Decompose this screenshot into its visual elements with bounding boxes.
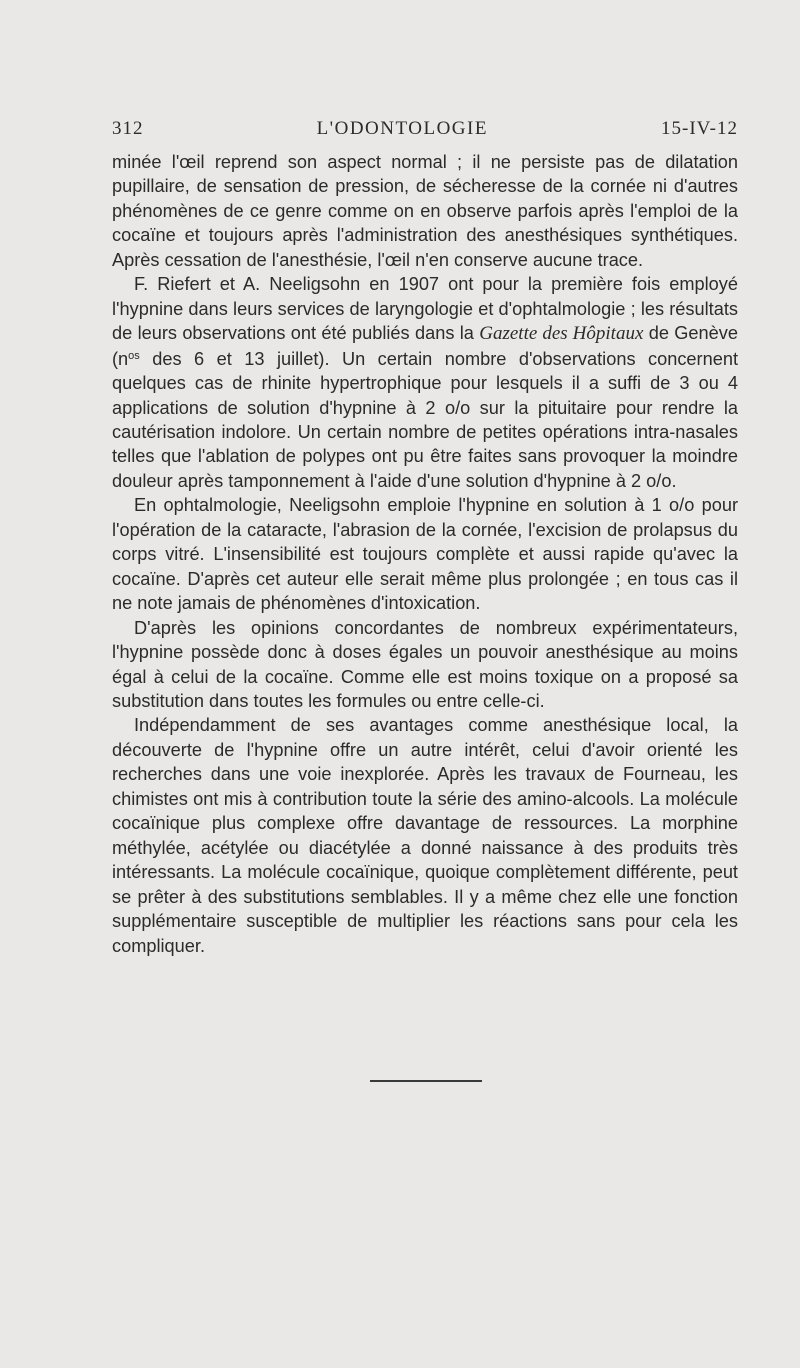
numero-superscript: os: [128, 349, 140, 362]
paragraph-2-text-c: des 6 et 13 juillet). Un certain nombre d'observations concernent quelques cas de rhinite hypertrophique pour lesquels il a suffi de 3 ou 4 applications de solution d'hypnine à 2 o/o sur la pituitaire pour rendre la cautérisation indolore. Un certain nombre de petites opérations intra-nasales telles que l'ablation de polypes ont pu être faites sans provoquer la moindre douleur après tamponnement à l'aide d'une solution d'hypnine à 2 o/o.: [112, 348, 738, 491]
paragraph-5: Indépendamment de ses avantages comme anesthésique local, la découverte de l'hypnine offre un autre intérêt, celui d'avoir orienté les recherches dans une voie inexplorée. Après les travaux de Fourneau, les chimistes ont mis à contribution toute la série des amino-alcools. La molécule cocaïnique plus complexe offre davantage de ressources. La morphine méthylée, acétylée ou diacétylée a donné naissance à des produits très intéressants. La molécule cocaïnique, quoique complètement différente, peut se prêter à des substitutions semblables. Il y a même chez elle une fonction supplémentaire susceptible de multiplier les réactions sans pour cela les compliquer.: [112, 715, 738, 956]
article-body: [112, 150, 738, 958]
paragraph-2: [112, 272, 738, 493]
paragraph-2-text-a: F. Riefert et A. Neeligsohn en 1907 ont pour la première fois employé l'hypnine dans leurs services de laryngologie et d'ophtalmologie ; les résultats de leurs observations ont été publiés dans la: [112, 274, 738, 344]
end-rule: [370, 1080, 482, 1082]
paragraph-4: D'après les opinions concordantes de nombreux expérimentateurs, l'hypnine possède donc à doses égales un pouvoir anesthésique au moins égal à celui de la cocaïne. Comme elle est moins toxique on a proposé sa substitution dans toutes les formules ou entre celle-ci.: [112, 617, 738, 711]
paragraph-3: En ophtalmologie, Neeligsohn emploie l'hypnine en solution à 1 o/o pour l'opération de la cataracte, l'abrasion de la cornée, l'excision de prolapsus du corps vitré. L'insensibilité est toujours complète et aussi rapide qu'avec la cocaïne. D'après cet auteur elle serait même plus prolongée ; en tous cas il ne note jamais de phénomènes d'intoxication.: [112, 495, 738, 614]
running-header: [112, 118, 738, 140]
paragraph-2-text-b: de Genève (n: [112, 323, 738, 369]
journal-citation: Gazette des Hôpitaux: [479, 323, 644, 345]
paragraph-1: minée l'œil reprend son aspect normal ; il ne persiste pas de dilatation pupillaire, de sensation de pression, de sécheresse de la cornée ni d'autres phénomènes de ce genre comme on en observe parfois après l'emploi de la cocaïne et toujours après l'administration des anesthésiques synthétiques. Après cessation de l'anesthésie, l'œil n'en conserve aucune trace.: [112, 152, 738, 270]
issue-date: 15-IV-12: [661, 118, 738, 139]
page-number: 312: [112, 118, 144, 139]
journal-title: L'ODONTOLOGIE: [316, 118, 488, 139]
